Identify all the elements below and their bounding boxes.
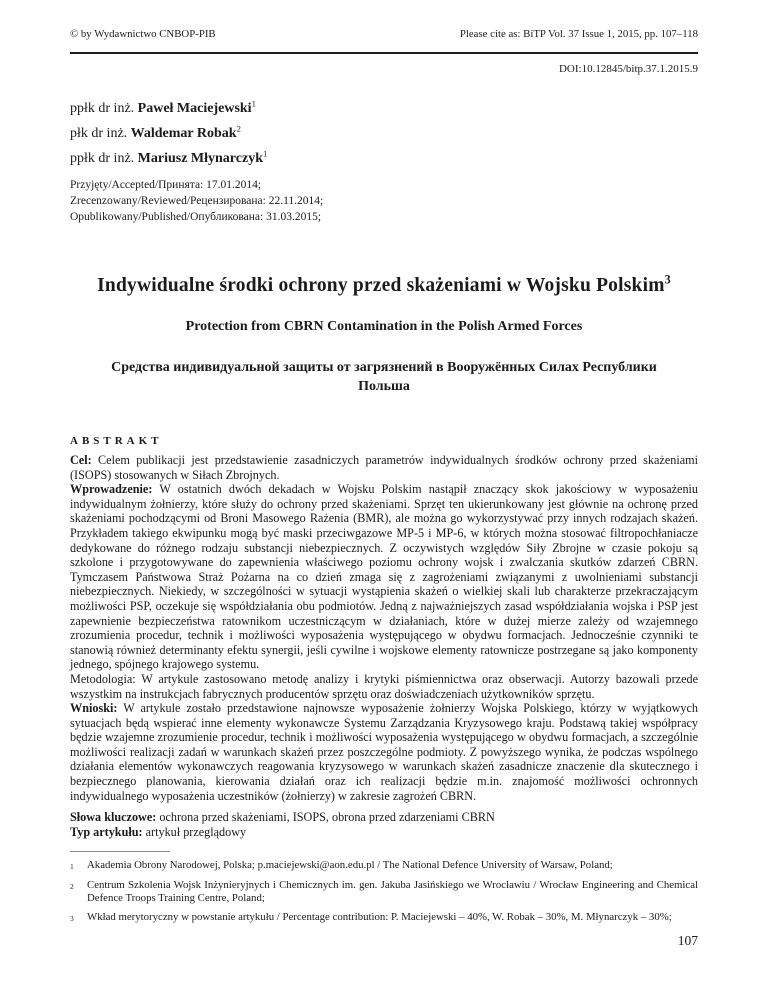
author-rank: płk dr inż. xyxy=(70,126,128,141)
footnote-divider xyxy=(70,851,170,852)
abstract-paragraph-wprowadzenie xyxy=(70,482,698,672)
article-type-label: Typ artykułu: xyxy=(70,824,143,839)
citation-note: Please cite as: BiTP Vol. 37 Issue 1, 2015, pp. 107–118 xyxy=(459,28,698,40)
paragraph-text: W artykule zostało przedstawione najnowsze wyposażenie żołnierzy Wojska Polskiego, którzy w wyjątkowych sytuacjach będą wspierać inne elementy wykonawcze Systemu Zarządzania Kryzysowego kraju. Podstawą takiej współpracy będzie wzajemne zrozumienie procedur, technik i możliwości wyposażenia występującego w obydwu formacjach, a szczególnie możliwości realizacji zadań w warunkach skażeń przez poszczególne podmioty. Z powyższego wynika, że podczas wspólnego działania elementów wykonawczych reagowania kryzysowego w warunkach skażeń zasadnicze znaczenie dla skutecznego i bezpiecznego planowania, kierowania działań oraz ich realizacji będzie m.in. znajomość możliwości ochronnych indywidualnego wyposażenia uczestników (żołnierzy) w zakresie zagrożeń CBRN. xyxy=(70,701,698,803)
header-divider xyxy=(70,52,698,54)
paragraph-label: Wprowadzenie: xyxy=(70,482,153,497)
article-type-line xyxy=(70,825,698,840)
footnote-text: Centrum Szkolenia Wojsk Inżynieryjnych i Chemicznych im. gen. Jakuba Jasińskiego we Wrocławiu / Wrocław Engineering and Chemical Defence Troops Training Centre, Poland; xyxy=(87,879,698,905)
abstract-paragraph-cel xyxy=(70,453,698,482)
author-affiliation-ref: 1 xyxy=(251,98,256,109)
author-line xyxy=(70,146,698,171)
paragraph-label: Cel: xyxy=(70,453,92,467)
author-rank: ppłk dr inż. xyxy=(70,151,135,166)
footnote-number: 2 xyxy=(70,882,74,892)
keywords-text: ochrona przed skażeniami, ISOPS, obrona przed zdarzeniami CBRN xyxy=(159,810,495,825)
article-title-english: Protection from CBRN Contamination in the Polish Armed Forces xyxy=(185,319,583,334)
footnote-number: 1 xyxy=(70,862,74,872)
paragraph-text: W artykule zastosowano metodę analizy i krytyki piśmiennictwa oraz obserwacji. Autorzy bazowali przede wszystkim na instrukcjach fabrycznych producentów sprzętu oraz doświadczeniach użytkowników sprzętu. xyxy=(70,671,698,701)
authors-block xyxy=(70,96,698,171)
author-name: Waldemar Robak xyxy=(130,126,237,141)
author-affiliation-ref: 1 xyxy=(263,148,268,159)
author-name: Paweł Maciejewski xyxy=(137,101,252,116)
page-number: 107 xyxy=(677,933,698,948)
author-rank: ppłk dr inż. xyxy=(70,101,135,116)
dates-block xyxy=(70,177,698,225)
footnote-text: Akademia Obrony Narodowej, Polska; p.maciejewski@aon.edu.pl / The National Defence University of Warsaw, Poland; xyxy=(87,859,613,872)
footnote-3 xyxy=(70,911,698,925)
author-name: Mariusz Młynarczyk xyxy=(137,151,263,166)
footnote-text: Wkład merytoryczny w powstanie artykułu / Percentage contribution: P. Maciejewski – 40%, W. Robak – 30%, M. Młynarczyk – 30%; xyxy=(87,911,672,924)
article-title-polish xyxy=(70,272,698,297)
author-line xyxy=(70,96,698,121)
date-accepted: Przyjęty/Accepted/Принята: 17.01.2014; xyxy=(70,179,262,191)
paragraph-label: Wnioski: xyxy=(70,701,118,716)
keywords-label: Słowa kluczowe: xyxy=(70,810,157,825)
author-affiliation-ref: 2 xyxy=(236,123,241,134)
paragraph-text: Celem publikacji jest przedstawienie zasadniczych parametrów indywidualnych środków ochrony przed skażeniami (ISOPS) stosowanych w Siłach Zbrojnych. xyxy=(70,453,698,482)
footnote-number: 3 xyxy=(70,914,74,924)
article-meta xyxy=(70,810,698,839)
paragraph-label: Metodologia: xyxy=(70,671,136,686)
article-title-polish-text: Indywidualne środki ochrony przed skażeniami w Wojsku Polskim xyxy=(97,275,665,296)
date-published: Opublikowany/Published/Опубликована: 31.03.2015; xyxy=(70,211,322,223)
date-reviewed: Zrecenzowany/Reviewed/Рецензирована: 22.11.2014; xyxy=(70,195,324,207)
publisher-copyright: © by Wydawnictwo CNBOP-PIB xyxy=(70,28,216,40)
abstract-paragraph-wnioski xyxy=(70,701,698,803)
abstract-heading: ABSTRAKT xyxy=(70,435,163,447)
footnote-2 xyxy=(70,879,698,905)
article-type-text: artykuł przeglądowy xyxy=(145,824,247,839)
doi-line: DOI:10.12845/bitp.37.1.2015.9 xyxy=(558,63,698,75)
article-title-russian: Средства индивидуальной защиты от загрязнений в Вооружённых Силах Республики Польша xyxy=(111,360,657,394)
author-line xyxy=(70,121,698,146)
footnote-1 xyxy=(70,859,698,873)
page-header xyxy=(70,28,698,40)
title-footnote-ref: 3 xyxy=(664,272,671,287)
paragraph-text: W ostatnich dwóch dekadach w Wojsku Polskim nastąpił znaczący skok jakościowy w wyposażeniu indywidualnym żołnierzy, które służy do ochrony przed skażeniami. Sprzęt ten ukierunkowany jest głównie na ochronę przed skażeniami pochodzącymi od Broni Masowego Rażenia (BMR), ale można go wykorzystywać przy innych rodzajach skażeń. Przykładem takiego ekwipunku mogą być maski przeciwgazowe MP-5 i MP-6, w których można stosować filtropochłaniacze dedykowane do różnego rodzaju substancji niebezpiecznych. Z oczywistych względów Siły Zbrojne w czasie pokoju są szkolone i przygotowywane do zapewnienia właściwego poziomu ochrony wojsk i zwalczania skutków zdarzeń CBRN. Tymczasem Państwowa Straż Pożarna na co dzień zmaga się z zagrożeniami związanymi z uwolnieniami substancji niebezpiecznych. Niekiedy, w szczególności w sytuacji wystąpienia skażeń o wielkiej skali lub charakterze przekraczającym możliwości PSP, oczekuje się współdziałania obu podmiotów. Jedną z najważniejszych zasad współdziałania wojska i PSP jest zapewnienie bezpieczeństwa ratownikom uczestniczącym w działaniach, które w dużej mierze zależy od wzajemnego zrozumienia procedur, technik i możliwości wyposażenia występującego w obydwu formacjach. Jednocześnie czynniki te stanowią również determinanty efektu synergii, jeśli cywilne i wojskowe elementy ratownicze postrzegane są jako komponenty jednego, spójnego krajowego systemu. xyxy=(70,482,699,672)
abstract-body xyxy=(70,453,698,803)
footnotes-block xyxy=(70,859,698,925)
abstract-paragraph-metodologia xyxy=(70,672,698,701)
keywords-line xyxy=(70,810,698,825)
